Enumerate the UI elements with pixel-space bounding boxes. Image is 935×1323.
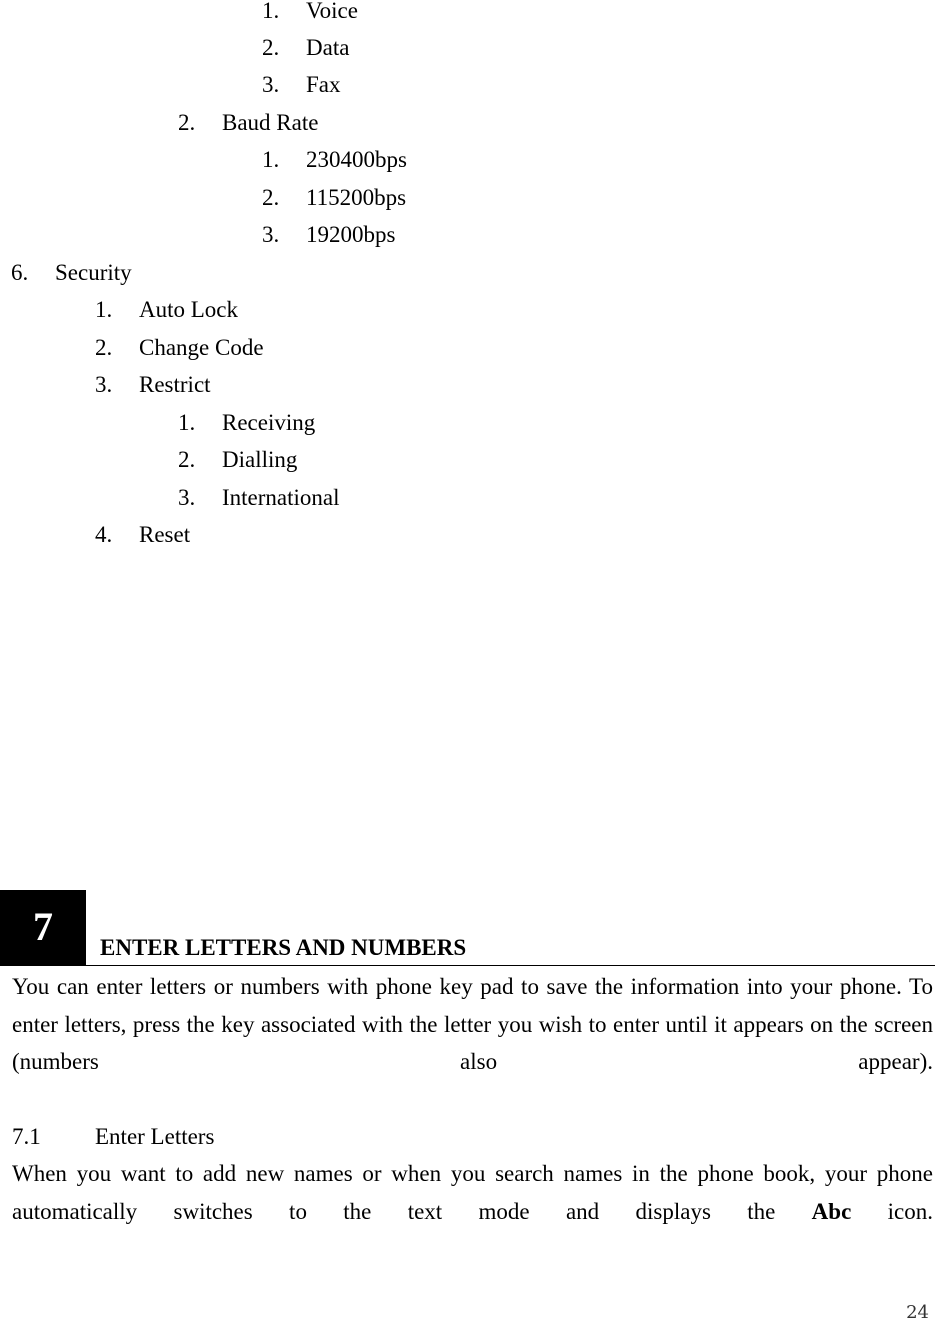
list-number: 2. (95, 335, 113, 360)
list-text: 19200bps (306, 222, 396, 247)
list-text: Receiving (222, 410, 316, 435)
list-number: 4. (95, 522, 113, 547)
list-number: 6. (11, 260, 29, 285)
chapter-number: 7 (33, 904, 53, 949)
list-number: 3. (95, 372, 113, 397)
chapter-divider (86, 965, 935, 966)
page-number: 24 (906, 1302, 929, 1323)
list-number: 3. (178, 485, 196, 510)
list-number: 1. (178, 410, 196, 435)
section-body-text: When you want to add new names or when you search names in the phone book, your phone automatically switches to the text mode and displays the (12, 1161, 933, 1224)
chapter-intro-paragraph: You can enter letters or numbers with phone key pad to save the information into your phone. To enter letters, press the key associated with the letter you wish to enter until it appears on the screen (numbers also appear). (12, 974, 933, 1074)
list-number: 2. (178, 110, 196, 135)
list-text: Baud Rate (222, 110, 319, 135)
section-body-paragraph (12, 1155, 933, 1268)
list-number: 1. (262, 0, 280, 23)
list-text: Fax (306, 72, 341, 97)
list-text: Security (55, 260, 132, 285)
list-text: Auto Lock (139, 297, 239, 322)
list-text: Dialling (222, 447, 298, 472)
list-text: International (222, 485, 340, 510)
chapter-title: ENTER LETTERS AND NUMBERS (100, 935, 467, 960)
list-number: 3. (262, 72, 280, 97)
list-number: 2. (262, 185, 280, 210)
list-number: 2. (178, 447, 196, 472)
abc-icon-label: Abc (811, 1198, 852, 1224)
section-number: 7.1 (12, 1124, 41, 1149)
list-number: 3. (262, 222, 280, 247)
chapter-number-badge (0, 890, 86, 966)
list-text: Reset (139, 522, 191, 547)
list-text: Change Code (139, 335, 264, 360)
list-text: Data (306, 35, 350, 60)
section-body-text-end: icon. (851, 1198, 933, 1224)
list-text: 115200bps (306, 185, 407, 210)
list-number: 1. (95, 297, 113, 322)
list-number: 2. (262, 35, 280, 60)
list-text: Restrict (139, 372, 211, 397)
list-number: 1. (262, 147, 280, 172)
section-title: Enter Letters (95, 1124, 215, 1149)
list-text: Voice (306, 0, 358, 23)
list-text: 230400bps (306, 147, 407, 172)
